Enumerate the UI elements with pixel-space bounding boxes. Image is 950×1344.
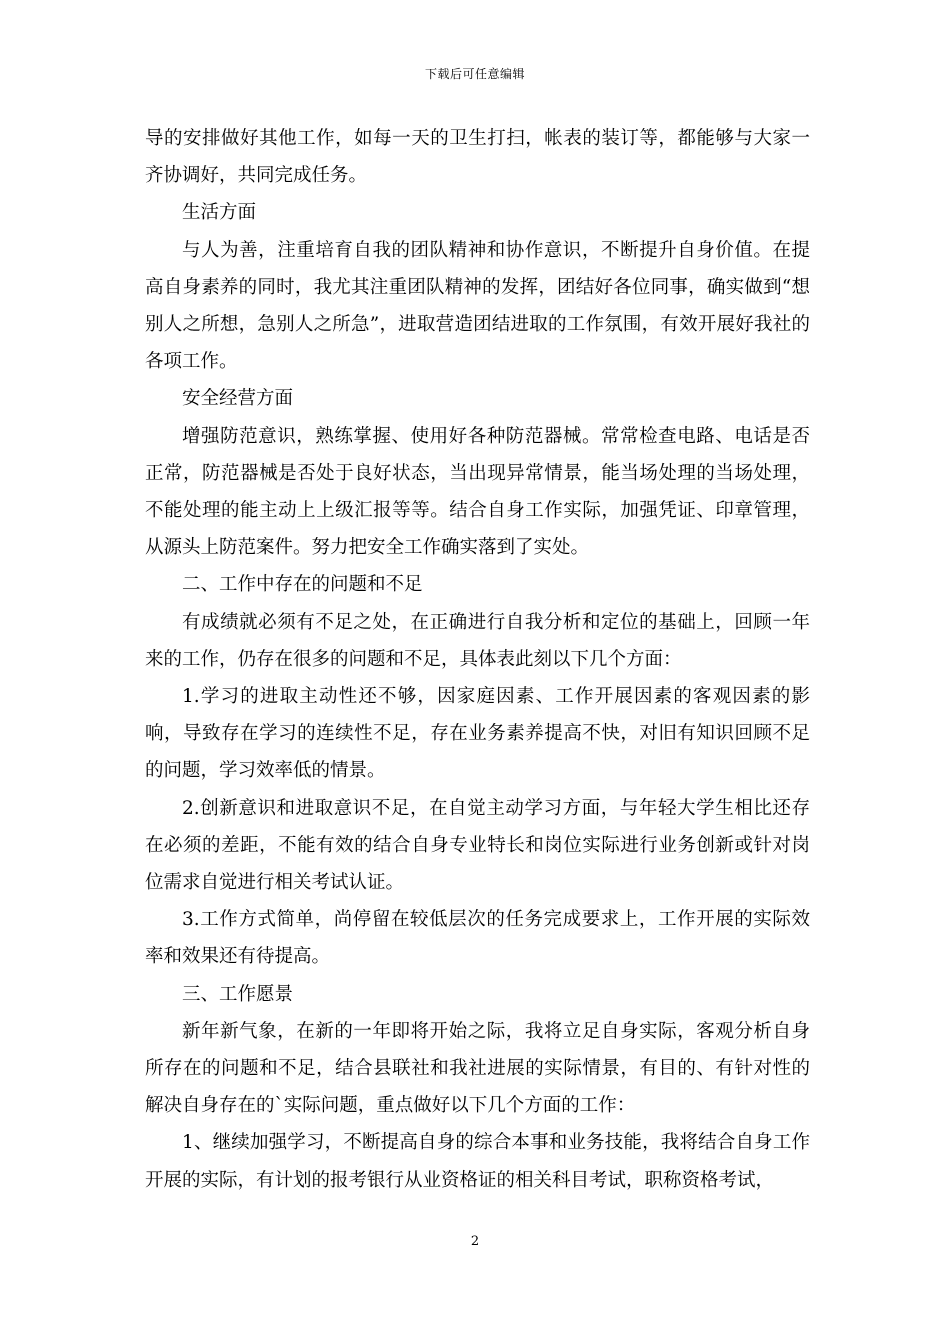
section-heading-vision: 三、工作愿景	[182, 983, 294, 1005]
section-heading-safety: 安全经营方面	[182, 388, 294, 410]
list-item-vision-1: 1、继续加强学习，不断提高自身的综合本事和业务技能，我将结合自身工作开展的实际，有计划的报考银行从业资格证的相关科目考试，职称资格考试，	[145, 1132, 810, 1191]
document-body	[145, 120, 810, 1199]
page-number: 2	[470, 1234, 480, 1249]
list-item-problem-2: 2.创新意识和进取意识不足，在自觉主动学习方面，与年轻大学生相比还存在必须的差距，不能有效的结合自身专业特长和岗位实际进行业务创新或针对岗位需求自觉进行相关考试认证。	[145, 797, 810, 894]
section-heading-problems: 二、工作中存在的问题和不足	[182, 574, 423, 596]
list-item-problem-3: 3.工作方式简单，尚停留在较低层次的任务完成要求上，工作开展的实际效率和效果还有待提高。	[145, 909, 810, 968]
paragraph-continuation: 导的安排做好其他工作，如每一天的卫生打扫，帐表的装订等，都能够与大家一齐协调好，共同完成任务。	[145, 128, 810, 187]
paragraph-safety: 增强防范意识，熟练掌握、使用好各种防范器械。常常检查电路、电话是否正常，防范器械是否处于良好状态，当出现异常情景，能当场处理的当场处理，不能处理的能主动上上级汇报等等。结合自身工作实际，加强凭证、印章管理，从源头上防范案件。努力把安全工作确实落到了实处。	[145, 425, 810, 559]
section-heading-life: 生活方面	[182, 202, 257, 224]
paragraph-vision: 新年新气象，在新的一年即将开始之际，我将立足自身实际，客观分析自身所存在的问题和不足，结合县联社和我社进展的实际情景，有目的、有针对性的解决自身存在的`实际问题，重点做好以下几个方面的工作：	[145, 1020, 810, 1117]
paragraph-problems: 有成绩就必须有不足之处，在正确进行自我分析和定位的基础上，回顾一年来的工作，仍存在很多的问题和不足，具体表此刻以下几个方面：	[145, 611, 810, 670]
paragraph-life: 与人为善，注重培育自我的团队精神和协作意识，不断提升自身价值。在提高自身素养的同时，我尤其注重团队精神的发挥，团结好各位同事，确实做到“想别人之所想，急别人之所急”，进取营造团结进取的工作氛围，有效开展好我社的各项工作。	[145, 239, 810, 373]
page-header: 下载后可任意编辑	[424, 67, 525, 81]
list-item-problem-1: 1.学习的进取主动性还不够，因家庭因素、工作开展因素的客观因素的影响，导致存在学习的连续性不足，存在业务素养提高不快，对旧有知识回顾不足的问题，学习效率低的情景。	[145, 686, 810, 782]
